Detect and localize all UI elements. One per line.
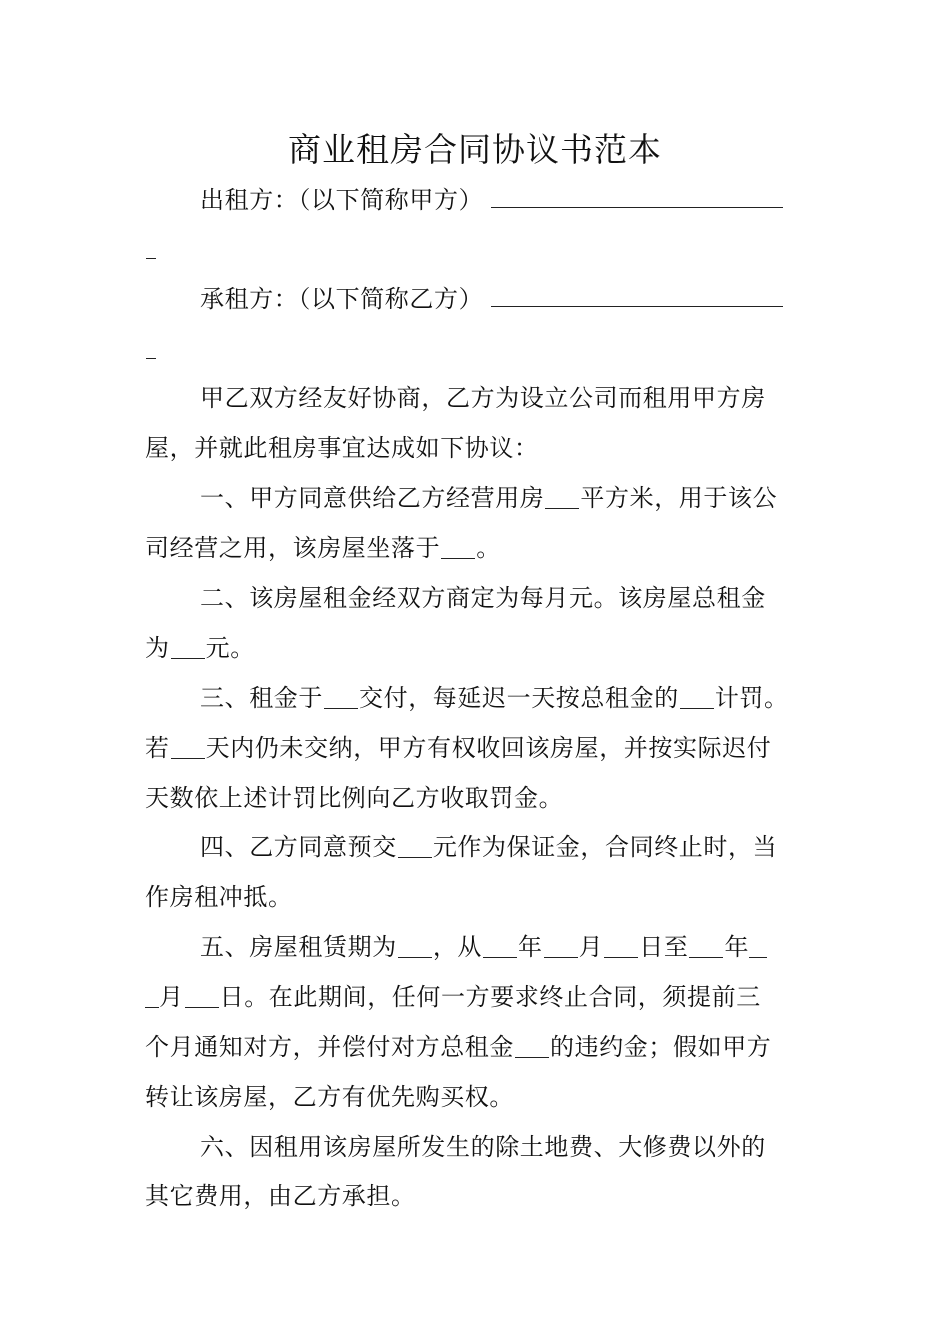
start-day-blank — [604, 957, 638, 958]
lease-term-blank — [398, 957, 432, 958]
clause-1-text-d: 。 — [476, 534, 501, 562]
clause-5-text-j: 的违约金；假如甲方 — [550, 1033, 772, 1061]
party-a-line — [200, 182, 880, 218]
penalty-rate-blank — [680, 708, 714, 709]
clause-4-line-2: 作房租冲抵。 — [145, 883, 293, 911]
clause-5-line-3 — [145, 1029, 825, 1065]
party-a-blank — [491, 185, 783, 208]
clause-1-text-b: 平方米，用于该公 — [580, 484, 778, 512]
clause-5-line-2 — [145, 979, 825, 1015]
end-year-blank — [689, 957, 723, 958]
clause-5-text-a: 五、房屋租赁期为 — [200, 933, 397, 961]
party-a-label: 出租方：（以下简称甲方） — [200, 186, 484, 214]
liquidated-damages-blank — [515, 1057, 549, 1058]
clause-3-line-1 — [200, 680, 880, 716]
grace-days-blank — [171, 758, 205, 759]
party-b-blank — [491, 284, 783, 307]
clause-2-text-a: 为 — [145, 634, 170, 662]
clause-1-line-2 — [145, 530, 825, 566]
clause-5-text-c: 年 — [518, 933, 543, 961]
clause-4-text-a: 四、乙方同意预交 — [200, 833, 397, 861]
party-b-line — [200, 281, 880, 317]
clause-3-text-d: 若 — [145, 734, 170, 762]
clause-3-line-3: 天数依上述计罚比例向乙方收取罚金。 — [145, 784, 564, 812]
end-day-blank — [185, 1007, 219, 1008]
clause-2-line-1: 二、该房屋租金经双方商定为每月元。该房屋总租金 — [200, 584, 766, 612]
clause-5-text-b: ，从 — [432, 933, 483, 961]
location-blank — [441, 558, 475, 559]
clause-5-text-i: 个月通知对方，并偿付对方总租金 — [145, 1033, 514, 1061]
intro-line-2: 屋，并就此租房事宜达成如下协议： — [145, 434, 539, 462]
end-month-blank-part-2 — [145, 1007, 159, 1008]
end-month-blank-part-1 — [749, 957, 767, 958]
clause-5-text-e: 日至 — [639, 933, 689, 961]
clause-6-line-2: 其它费用，由乙方承担。 — [145, 1182, 416, 1210]
clause-3-line-2 — [145, 730, 825, 766]
start-month-blank — [544, 957, 578, 958]
start-year-blank — [483, 957, 517, 958]
clause-5-text-d: 月 — [578, 933, 604, 961]
clause-3-text-c: 计罚。 — [714, 684, 789, 712]
clause-5-text-f: 年 — [724, 933, 750, 961]
deposit-blank — [398, 857, 432, 858]
clause-1-text-c: 司经营之用，该房屋坐落于 — [145, 534, 441, 562]
clause-5-text-h: 日。在此期间，任何一方要求终止合同，须提前三 — [219, 983, 761, 1011]
clause-3-text-a: 三、租金于 — [200, 684, 323, 712]
clause-2-line-2 — [145, 630, 825, 666]
clause-1-text-a: 一、甲方同意供给乙方经营用房 — [200, 484, 545, 512]
clause-4-text-b: 元作为保证金，合同终止时，当 — [432, 833, 778, 861]
clause-3-text-e: 天内仍未交纳，甲方有权收回该房屋，并按实际迟付 — [205, 734, 772, 762]
clause-6-line-1: 六、因租用该房屋所发生的除土地费、大修费以外的 — [200, 1133, 766, 1161]
clause-3-text-b: 交付，每延迟一天按总租金的 — [359, 684, 679, 712]
payment-date-blank — [324, 708, 358, 709]
document-title: 商业租房合同协议书范本 — [288, 130, 662, 169]
total-rent-blank — [171, 658, 205, 659]
clause-1-line-1 — [200, 480, 880, 516]
party-b-label: 承租方：（以下简称乙方） — [200, 285, 484, 313]
clause-5-line-4: 转让该房屋，乙方有优先购买权。 — [145, 1083, 514, 1111]
intro-line-1: 甲乙双方经友好协商，乙方为设立公司而租用甲方房 — [200, 384, 766, 412]
clause-5-line-1 — [200, 929, 880, 965]
party-b-blank-continuation — [146, 358, 156, 359]
clause-5-text-g: 月 — [159, 983, 184, 1011]
clause-4-line-1 — [200, 829, 880, 865]
party-a-blank-continuation — [146, 258, 156, 259]
clause-2-text-b: 元。 — [205, 634, 255, 662]
area-blank — [545, 508, 579, 509]
